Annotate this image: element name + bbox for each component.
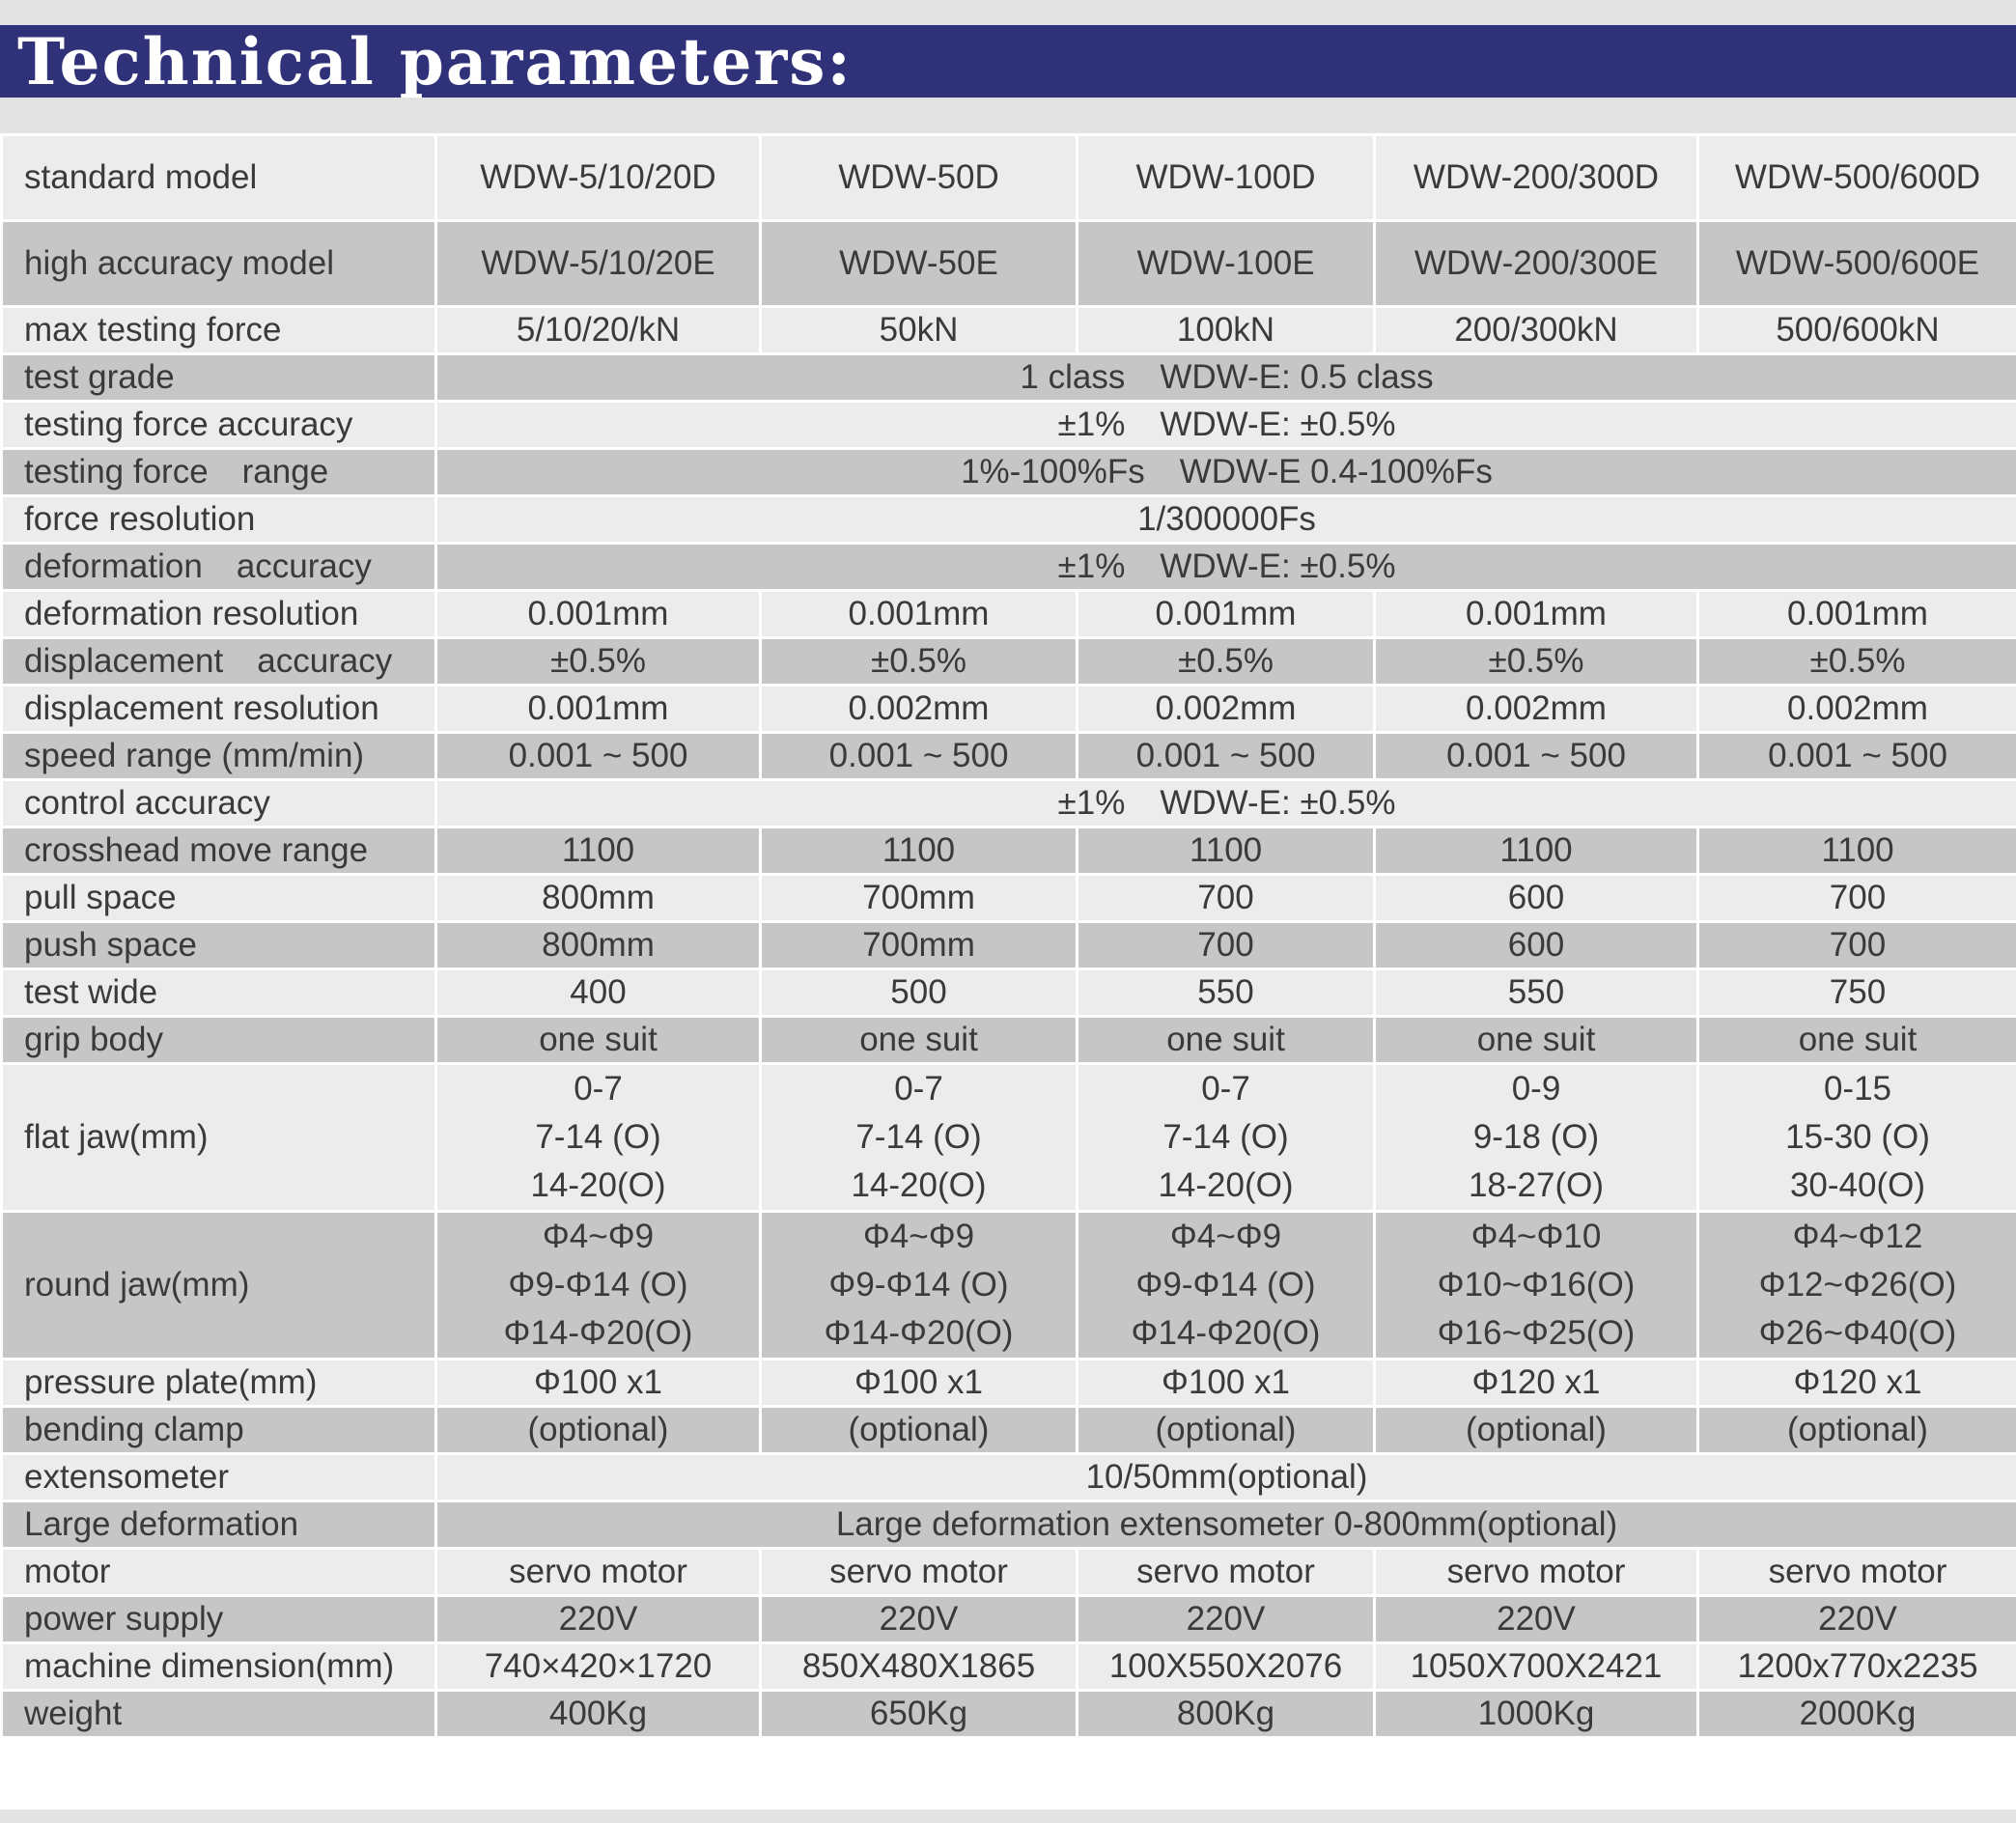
value-cell: 1050X700X2421 [1375, 1643, 1698, 1691]
row-label: weight [2, 1691, 436, 1738]
merged-value-part: 1 class [1020, 358, 1126, 397]
parameters-table [0, 133, 2016, 1739]
merged-value-part: ±1% [1057, 784, 1126, 823]
value-cell: servo motor [761, 1549, 1078, 1596]
value-cell: 800mm [436, 875, 761, 922]
value-cell: 220V [436, 1596, 761, 1643]
value-cell: 0.001 ~ 500 [761, 733, 1078, 780]
row-label: deformation accuracy [2, 544, 436, 591]
table-row-pressure-plate-mm [2, 1360, 2016, 1407]
value-cell: 0.002mm [761, 686, 1078, 733]
value-cell: 550 [1375, 969, 1698, 1017]
table-row-high-accuracy-model [2, 221, 2016, 307]
merged-value-cell [436, 1501, 2016, 1549]
merged-value-part: WDW-E: ±0.5% [1160, 406, 1396, 444]
value-cell: 700 [1698, 922, 2016, 969]
value-line: 7-14 (O) [1162, 1118, 1289, 1156]
value-cell: Φ120 x1 [1375, 1360, 1698, 1407]
value-cell: 850X480X1865 [761, 1643, 1078, 1691]
page-title: Technical parameters: [17, 23, 853, 99]
value-line: 0-9 [1511, 1070, 1561, 1108]
value-cell: 750 [1698, 969, 2016, 1017]
value-cell: one suit [1078, 1017, 1375, 1064]
table-row-round-jaw-mm [2, 1212, 2016, 1360]
row-label: displacement accuracy [2, 638, 436, 686]
value-cell: 220V [1375, 1596, 1698, 1643]
row-label: extensometer [2, 1454, 436, 1501]
value-line: Φ14-Φ20(O) [824, 1314, 1014, 1352]
value-line: 30-40(O) [1789, 1166, 1926, 1204]
value-cell: 0.001mm [1375, 591, 1698, 638]
row-label: push space [2, 922, 436, 969]
table-row-test-grade [2, 354, 2016, 402]
row-label: control accuracy [2, 780, 436, 827]
value-line: 0-7 [574, 1070, 623, 1108]
value-cell: WDW-200/300D [1375, 135, 1698, 221]
value-line: 14-20(O) [851, 1166, 987, 1204]
table-row-large-deformation [2, 1501, 2016, 1549]
value-cell: 650Kg [761, 1691, 1078, 1738]
value-line: Φ26~Φ40(O) [1758, 1314, 1957, 1352]
row-label: displacement resolution [2, 686, 436, 733]
merged-value-cell [436, 402, 2016, 449]
row-label: standard model [2, 135, 436, 221]
value-line: Φ4~Φ10 [1470, 1218, 1602, 1255]
value-cell: 1200x770x2235 [1698, 1643, 2016, 1691]
table-row-bending-clamp [2, 1407, 2016, 1454]
row-label: deformation resolution [2, 591, 436, 638]
value-cell: 200/300kN [1375, 307, 1698, 354]
table-row-flat-jaw-mm [2, 1064, 2016, 1212]
value-cell: (optional) [436, 1407, 761, 1454]
value-cell: 500 [761, 969, 1078, 1017]
value-line: 0-15 [1823, 1070, 1892, 1108]
value-cell: servo motor [436, 1549, 761, 1596]
value-line: 0-7 [894, 1070, 943, 1108]
value-cell: WDW-100D [1078, 135, 1375, 221]
value-cell [761, 1212, 1078, 1360]
value-cell: 1100 [1078, 827, 1375, 875]
merged-value-cell [436, 544, 2016, 591]
value-line: 7-14 (O) [855, 1118, 982, 1156]
value-line: Φ14-Φ20(O) [503, 1314, 693, 1352]
value-line: Φ14-Φ20(O) [1131, 1314, 1321, 1352]
table-row-machine-dimension-mm [2, 1643, 2016, 1691]
value-line: 14-20(O) [530, 1166, 666, 1204]
value-line: Φ9-Φ14 (O) [1135, 1266, 1316, 1304]
row-label: max testing force [2, 307, 436, 354]
value-cell: one suit [1375, 1017, 1698, 1064]
parameters-table-body [2, 135, 2016, 1738]
value-line: Φ16~Φ25(O) [1437, 1314, 1636, 1352]
value-cell: (optional) [1078, 1407, 1375, 1454]
title-banner [0, 25, 2016, 98]
table-row-pull-space [2, 875, 2016, 922]
merged-value-part: ±1% [1057, 406, 1126, 444]
value-cell: 0.001mm [436, 686, 761, 733]
merged-value-cell [436, 780, 2016, 827]
merged-value-cell [436, 1454, 2016, 1501]
row-label: force resolution [2, 496, 436, 544]
table-row-grip-body [2, 1017, 2016, 1064]
value-cell: 0.001 ~ 500 [436, 733, 761, 780]
value-cell: WDW-500/600D [1698, 135, 2016, 221]
value-cell: (optional) [761, 1407, 1078, 1454]
value-line: Φ9-Φ14 (O) [508, 1266, 688, 1304]
table-row-testing-force-range [2, 449, 2016, 496]
merged-value-cell [436, 496, 2016, 544]
value-cell: 0.002mm [1078, 686, 1375, 733]
value-line: Φ4~Φ9 [862, 1218, 975, 1255]
value-cell: ±0.5% [1375, 638, 1698, 686]
value-cell: 800Kg [1078, 1691, 1375, 1738]
value-cell [1698, 1212, 2016, 1360]
value-line: Φ4~Φ9 [542, 1218, 655, 1255]
merged-value-part: 1/300000Fs [1137, 500, 1316, 539]
value-cell: 500/600kN [1698, 307, 2016, 354]
value-cell: 0.001mm [761, 591, 1078, 638]
value-cell: WDW-50D [761, 135, 1078, 221]
value-cell: 0.001mm [1078, 591, 1375, 638]
row-label: Large deformation [2, 1501, 436, 1549]
row-label: round jaw(mm) [2, 1212, 436, 1360]
value-cell: servo motor [1078, 1549, 1375, 1596]
value-cell: 550 [1078, 969, 1375, 1017]
value-cell: 0.001 ~ 500 [1078, 733, 1375, 780]
value-cell: 0.001mm [436, 591, 761, 638]
value-cell: servo motor [1375, 1549, 1698, 1596]
merged-value-cell [436, 449, 2016, 496]
value-cell: Φ120 x1 [1698, 1360, 2016, 1407]
value-line: 0-7 [1201, 1070, 1250, 1108]
merged-value-part: ±1% [1057, 547, 1126, 586]
row-label: machine dimension(mm) [2, 1643, 436, 1691]
table-row-speed-range-mm-min [2, 733, 2016, 780]
table-row-displacement-accuracy [2, 638, 2016, 686]
value-cell: 700 [1698, 875, 2016, 922]
row-label: testing force range [2, 449, 436, 496]
value-cell: Φ100 x1 [761, 1360, 1078, 1407]
value-cell: (optional) [1698, 1407, 2016, 1454]
table-row-push-space [2, 922, 2016, 969]
value-cell: Φ100 x1 [1078, 1360, 1375, 1407]
table-row-max-testing-force [2, 307, 2016, 354]
table-row-force-resolution [2, 496, 2016, 544]
value-cell: 2000Kg [1698, 1691, 2016, 1738]
table-row-crosshead-move-range [2, 827, 2016, 875]
merged-value-part: WDW-E: 0.5 class [1160, 358, 1434, 397]
value-cell: Φ100 x1 [436, 1360, 761, 1407]
value-cell: WDW-100E [1078, 221, 1375, 307]
merged-value-part: WDW-E 0.4-100%Fs [1179, 453, 1493, 491]
value-cell: 740×420×1720 [436, 1643, 761, 1691]
value-line: 15-30 (O) [1785, 1118, 1930, 1156]
value-cell: WDW-500/600E [1698, 221, 2016, 307]
value-line: 7-14 (O) [535, 1118, 661, 1156]
row-label: speed range (mm/min) [2, 733, 436, 780]
value-cell [1375, 1212, 1698, 1360]
value-cell: 0.001 ~ 500 [1375, 733, 1698, 780]
table-row-control-accuracy [2, 780, 2016, 827]
value-cell: 220V [1698, 1596, 2016, 1643]
value-cell [761, 1064, 1078, 1212]
row-label: motor [2, 1549, 436, 1596]
value-cell: 0.001 ~ 500 [1698, 733, 2016, 780]
value-cell: 700mm [761, 922, 1078, 969]
row-label: test grade [2, 354, 436, 402]
value-cell: 1100 [761, 827, 1078, 875]
value-cell: 100X550X2076 [1078, 1643, 1375, 1691]
value-line: 9-18 (O) [1472, 1118, 1600, 1156]
value-cell [1078, 1212, 1375, 1360]
value-cell: WDW-200/300E [1375, 221, 1698, 307]
value-cell: ±0.5% [1698, 638, 2016, 686]
value-cell: 700 [1078, 922, 1375, 969]
table-row-power-supply [2, 1596, 2016, 1643]
value-cell: 220V [761, 1596, 1078, 1643]
value-cell: 700mm [761, 875, 1078, 922]
table-row-extensometer [2, 1454, 2016, 1501]
value-line: 14-20(O) [1158, 1166, 1294, 1204]
merged-value-part: 1%-100%Fs [961, 453, 1145, 491]
value-cell: 400 [436, 969, 761, 1017]
value-cell: 1000Kg [1375, 1691, 1698, 1738]
value-cell: (optional) [1375, 1407, 1698, 1454]
value-line: Φ4~Φ9 [1169, 1218, 1282, 1255]
row-label: test wide [2, 969, 436, 1017]
value-line: Φ9-Φ14 (O) [828, 1266, 1009, 1304]
value-cell: ±0.5% [761, 638, 1078, 686]
value-cell: WDW-5/10/20E [436, 221, 761, 307]
row-label: power supply [2, 1596, 436, 1643]
value-cell: 700 [1078, 875, 1375, 922]
value-cell: 100kN [1078, 307, 1375, 354]
value-cell: one suit [761, 1017, 1078, 1064]
value-cell [1698, 1064, 2016, 1212]
value-cell: 400Kg [436, 1691, 761, 1738]
value-line: 18-27(O) [1468, 1166, 1605, 1204]
value-cell: 600 [1375, 875, 1698, 922]
value-cell: ±0.5% [436, 638, 761, 686]
value-cell [1078, 1064, 1375, 1212]
value-cell: 1100 [1375, 827, 1698, 875]
row-label: pressure plate(mm) [2, 1360, 436, 1407]
merged-value-cell [436, 354, 2016, 402]
value-cell: 1100 [436, 827, 761, 875]
value-cell [1375, 1064, 1698, 1212]
value-cell: 5/10/20/kN [436, 307, 761, 354]
table-row-test-wide [2, 969, 2016, 1017]
table-row-weight [2, 1691, 2016, 1738]
row-label: pull space [2, 875, 436, 922]
value-cell: 0.002mm [1375, 686, 1698, 733]
value-cell: WDW-50E [761, 221, 1078, 307]
value-cell: 220V [1078, 1596, 1375, 1643]
value-cell: 1100 [1698, 827, 2016, 875]
row-label: crosshead move range [2, 827, 436, 875]
table-row-displacement-resolution [2, 686, 2016, 733]
value-cell: 800mm [436, 922, 761, 969]
merged-value-part: WDW-E: ±0.5% [1160, 547, 1396, 586]
row-label: bending clamp [2, 1407, 436, 1454]
value-cell [436, 1064, 761, 1212]
merged-value-part: WDW-E: ±0.5% [1160, 784, 1396, 823]
value-cell [436, 1212, 761, 1360]
row-label: high accuracy model [2, 221, 436, 307]
value-cell: one suit [436, 1017, 761, 1064]
value-line: Φ12~Φ26(O) [1758, 1266, 1957, 1304]
merged-value-part: Large deformation extensometer 0-800mm(optional) [835, 1505, 1618, 1544]
value-line: Φ4~Φ12 [1792, 1218, 1923, 1255]
merged-value-part: 10/50mm(optional) [1085, 1458, 1368, 1497]
value-line: Φ10~Φ16(O) [1437, 1266, 1636, 1304]
value-cell: servo motor [1698, 1549, 2016, 1596]
value-cell: ±0.5% [1078, 638, 1375, 686]
table-row-deformation-resolution [2, 591, 2016, 638]
table-row-motor [2, 1549, 2016, 1596]
value-cell: 600 [1375, 922, 1698, 969]
table-row-deformation-accuracy [2, 544, 2016, 591]
table-row-standard-model [2, 135, 2016, 221]
value-cell: WDW-5/10/20D [436, 135, 761, 221]
row-label: flat jaw(mm) [2, 1064, 436, 1212]
value-cell: 0.002mm [1698, 686, 2016, 733]
value-cell: 0.001mm [1698, 591, 2016, 638]
value-cell: 50kN [761, 307, 1078, 354]
table-row-testing-force-accuracy [2, 402, 2016, 449]
row-label: grip body [2, 1017, 436, 1064]
row-label: testing force accuracy [2, 402, 436, 449]
value-cell: one suit [1698, 1017, 2016, 1064]
